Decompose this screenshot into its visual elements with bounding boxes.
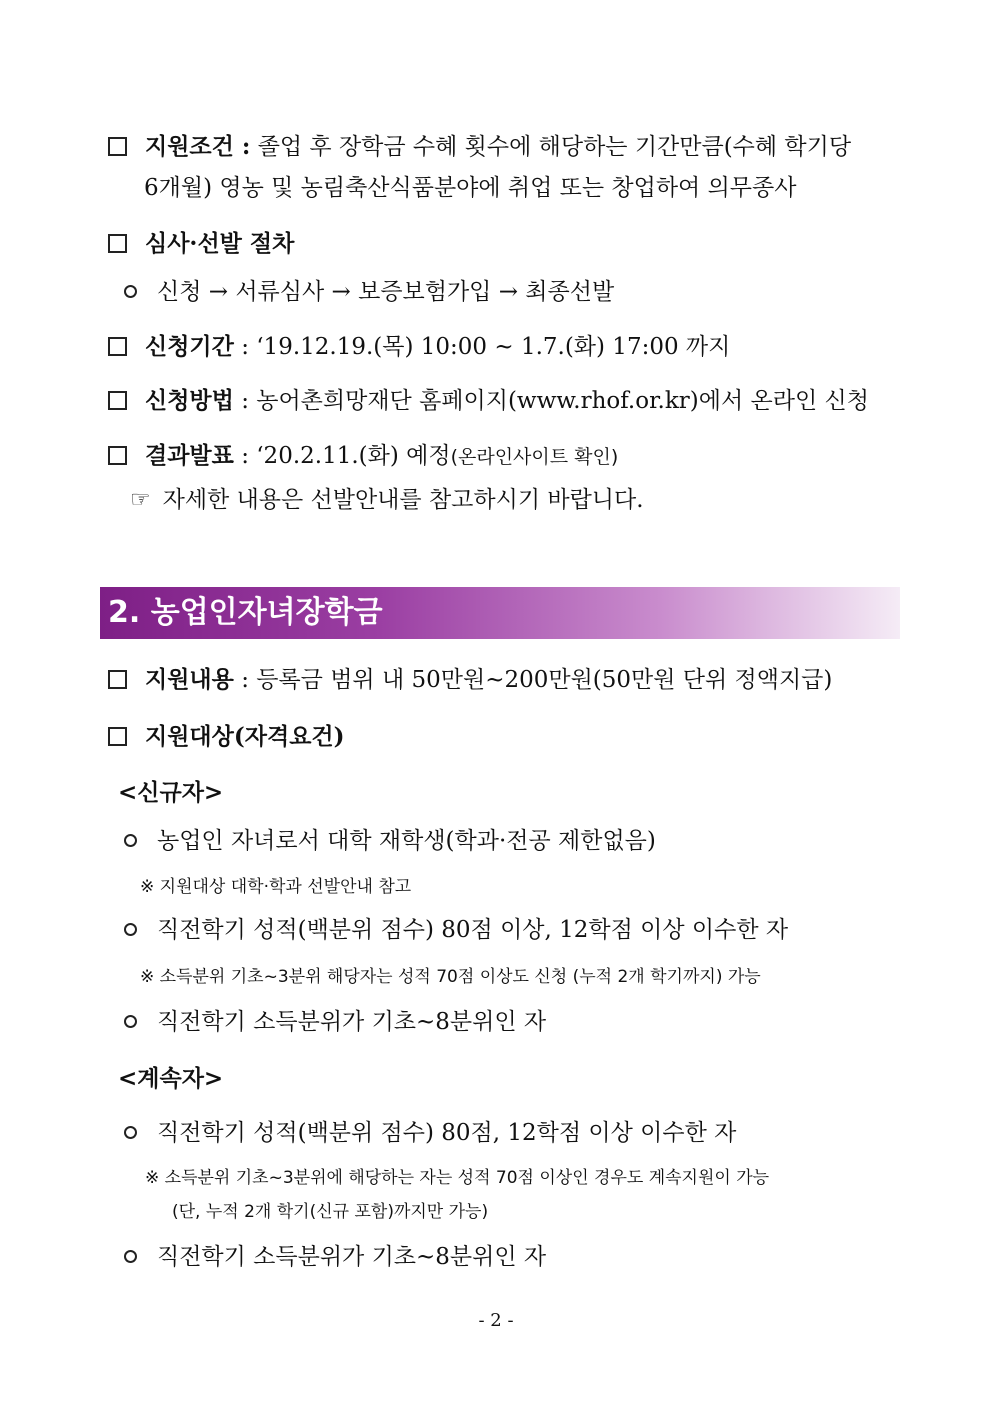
cont-note-1a: ※ 소득분위 기초~3분위에 해당하는 자는 성적 70점 이상인 경우도 계속지원이 가능 — [145, 1168, 770, 1188]
page-number: - 2 - — [478, 1310, 514, 1331]
procedure-flow: 신청 → 서류심사 → 보증보험가입 → 최종선발 — [157, 279, 615, 305]
bullet-circle-icon — [124, 923, 137, 936]
support-content-row — [108, 665, 832, 695]
continuing-applicant-heading: <계속자> — [118, 1065, 224, 1092]
new-note-1: ※ 지원대상 대학·학과 선발안내 참고 — [140, 877, 412, 897]
period-row — [108, 332, 730, 362]
checkbox-square-icon — [108, 446, 127, 465]
target-row — [108, 722, 345, 752]
checkbox-square-icon — [108, 337, 127, 356]
bullet-circle-icon — [124, 1250, 137, 1263]
period-label: 신청기간 — [145, 333, 234, 360]
checkbox-square-icon — [108, 727, 127, 746]
condition-row-2 — [144, 173, 796, 203]
new-item-2: 직전학기 성적(백분위 점수) 80점 이상, 12학점 이상 이수한 자 — [157, 917, 789, 943]
new-applicant-heading: <신규자> — [118, 779, 224, 806]
target-label: 지원대상(자격요건) — [145, 723, 345, 750]
procedure-row — [108, 229, 294, 259]
list-item — [124, 826, 656, 856]
cont-note-1b: (단, 누적 2개 학기(신규 포함)까지만 가능) — [172, 1202, 489, 1222]
list-item — [124, 1007, 546, 1037]
support-content-text: : 등록금 범위 내 50만원~200만원(50만원 단위 정액지급) — [241, 667, 833, 693]
method-text: : 농어촌희망재단 홈페이지(www.rhof.or.kr)에서 온라인 신청 — [241, 388, 869, 414]
result-text: : ‘20.2.11.(화) 예정 — [241, 443, 451, 469]
bullet-circle-icon — [124, 1126, 137, 1139]
result-row — [108, 441, 618, 472]
new-note-2: ※ 소득분위 기초~3분위 해당자는 성적 70점 이상도 신청 (누적 2개 학기까지) 가능 — [140, 967, 761, 987]
cont-item-2: 직전학기 소득분위가 기초~8분위인 자 — [157, 1244, 547, 1270]
condition-row — [108, 132, 900, 162]
period-text: : ‘19.12.19.(목) 10:00 ~ 1.7.(화) 17:00 까지 — [241, 334, 731, 360]
new-item-1: 농업인 자녀로서 대학 재학생(학과·전공 제한없음) — [157, 828, 656, 854]
procedure-flow-row — [124, 277, 614, 307]
bullet-circle-icon — [124, 1015, 137, 1028]
result-label: 결과발표 — [145, 442, 234, 469]
condition-text-2: 6개월) 영농 및 농림축산식품분야에 취업 또는 창업하여 의무종사 — [144, 175, 797, 201]
new-item-3: 직전학기 소득분위가 기초~8분위인 자 — [157, 1009, 547, 1035]
checkbox-square-icon — [108, 670, 127, 689]
reference-note: 자세한 내용은 선발안내를 참고하시기 바랍니다. — [162, 487, 644, 513]
method-row — [108, 386, 869, 416]
pointing-hand-icon: ☞ — [130, 487, 151, 513]
procedure-label: 심사·선발 절차 — [145, 230, 295, 257]
support-content-label: 지원내용 — [145, 666, 234, 693]
checkbox-square-icon — [108, 391, 127, 410]
result-sub: (온라인사이트 확인) — [450, 446, 619, 468]
section-title: 2. 농업인자녀장학금 — [108, 595, 383, 630]
method-label: 신청방법 — [145, 387, 234, 414]
bullet-circle-icon — [124, 834, 137, 847]
list-item — [124, 1242, 546, 1272]
section-banner — [100, 587, 900, 639]
list-item — [124, 915, 788, 945]
reference-note-row — [130, 485, 644, 515]
checkbox-square-icon — [108, 137, 127, 156]
checkbox-square-icon — [108, 234, 127, 253]
condition-label: 지원조건 : — [145, 133, 251, 160]
condition-text-1: 졸업 후 장학금 수혜 횟수에 해당하는 기간만큼(수혜 학기당 — [257, 134, 852, 160]
bullet-circle-icon — [124, 285, 137, 298]
cont-item-1: 직전학기 성적(백분위 점수) 80점, 12학점 이상 이수한 자 — [157, 1120, 737, 1146]
list-item — [124, 1118, 736, 1148]
